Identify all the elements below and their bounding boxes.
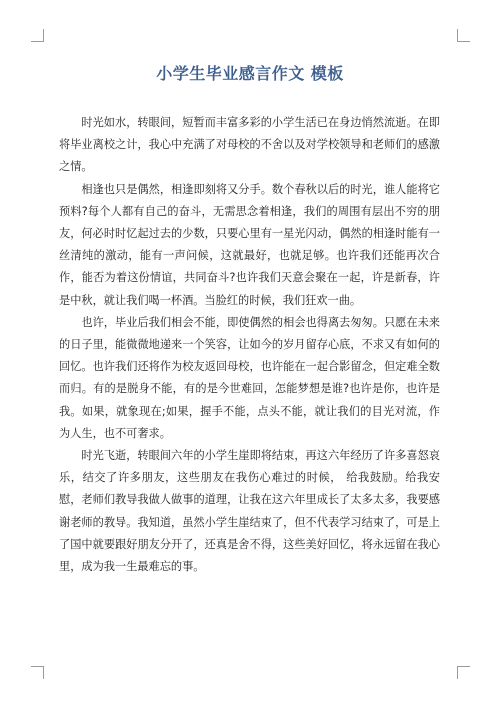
crop-mark-top-right <box>457 29 470 42</box>
crop-mark-bottom-left <box>31 666 44 679</box>
document-body <box>59 112 440 578</box>
document-title: 小学生毕业感言作文 模板 <box>156 64 344 83</box>
crop-mark-bottom-right <box>457 666 470 679</box>
paragraph: 相逢也只是偶然，相逢即刻将又分手。数个春秋以后的时光，谁人能将它预料?每个人都有自己的奋斗，无需思念着相逢，我们的周围有层出不穷的朋友，何必时时忆起过去的少数，只要心里有一星光闪动，偶然的相逢时能有一丝清纯的激动，能有一声问候，这就最好，也就足够。也许我们还能再次合作，能否为着这份情谊，共同奋斗?也许我们天意会聚在一起，许是新春，许是中秋，就让我们喝一杯酒。当脸红的时候，我们狂欢一曲。 <box>59 182 440 307</box>
paragraph: 时光飞逝，转眼间六年的小学生崖即将结束，再这六年经历了许多喜怒哀乐，结交了许多朋友，这些朋友在我伤心难过的时候， 给我鼓励。给我安慰，老师们教导我做人做事的道理，让我在这六年里成长了太多太多，我要感谢老师的教导。我知道，虽然小学生崖结束了，但不代表学习结束了，可是上了国中就要跟好朋友分开了，还真是舍不得，这些美好回忆，将永远留在我心里，成为我一生最难忘的事。 <box>59 449 440 574</box>
paragraph: 也许，毕业后我们相会不能，即使偶然的相会也得离去匆匆。只愿在未来的日子里，能微微地递来一个笑容，让如今的岁月留存心底，不求又有如何的回忆。也许我们还将作为校友返回母校，也许能在一起合影留念，但定难全数而归。有的是脱身不能，有的是今世难回，怎能梦想是谁?也许是你，也许是我。如果，就象现在;如果，握手不能，点头不能，就让我们的目光对流，作为人生，也不可奢求。 <box>59 315 440 440</box>
paragraph: 时光如水，转眼间，短暂而丰富多彩的小学生活已在身边悄然流逝。在即将毕业离校之计，我心中充满了对母校的不舍以及对学校领导和老师们的感激之情。 <box>59 116 440 174</box>
crop-mark-top-left <box>31 29 44 42</box>
